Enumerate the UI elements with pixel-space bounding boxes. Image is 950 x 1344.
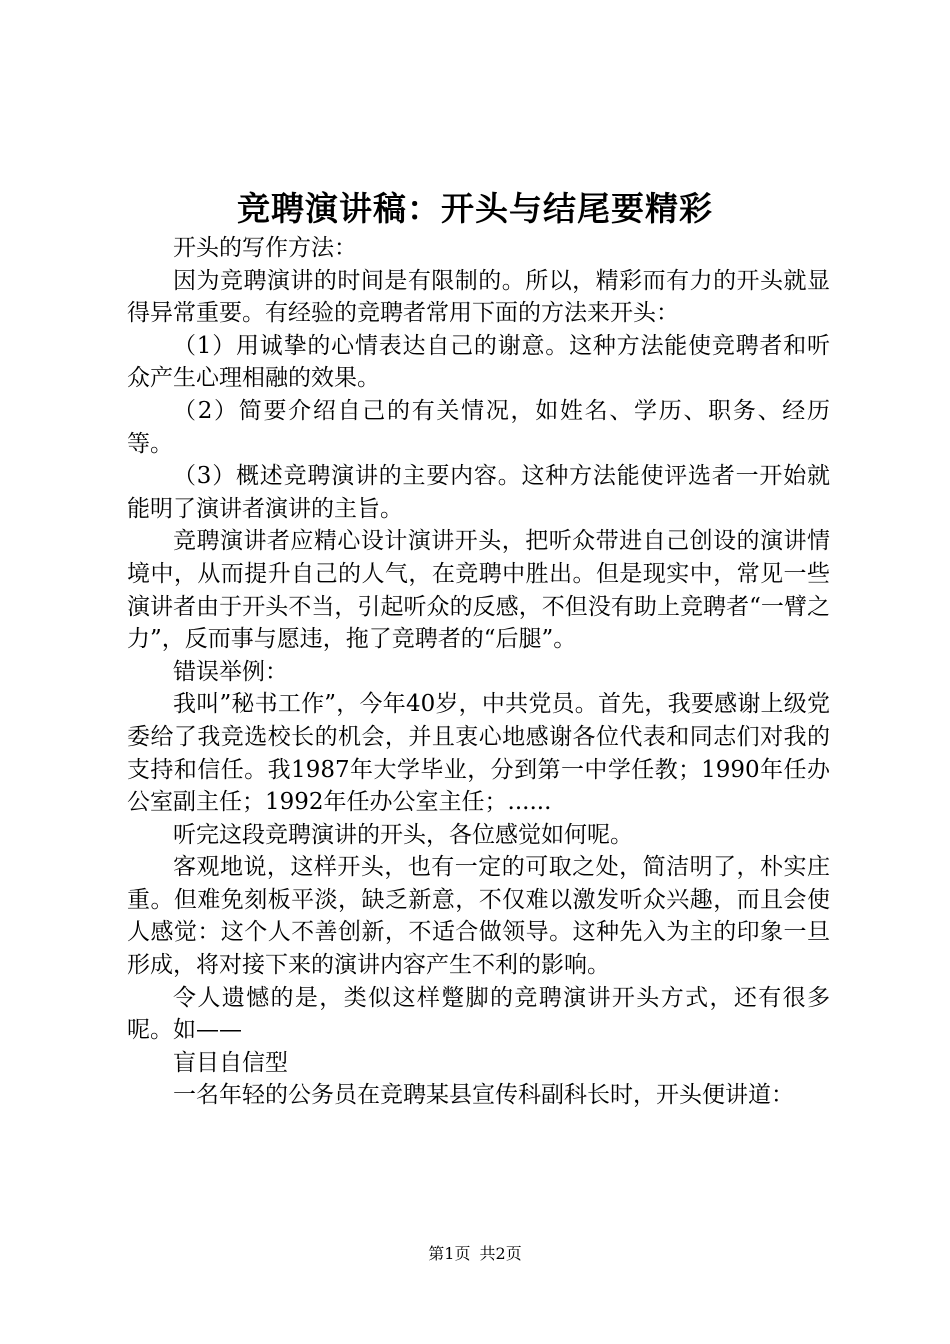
paragraph-intro: 因为竞聘演讲的时间是有限制的。所以，精彩而有力的开头就显得异常重要。有经验的竞聘者常用下面的方法来开头： xyxy=(127,267,830,327)
paragraph-question: 听完这段竞聘演讲的开头，各位感觉如何呢。 xyxy=(173,821,633,848)
paragraph-regret: 令人遗憾的是，类似这样蹩脚的竞聘演讲开头方式，还有很多呢。如—— xyxy=(127,984,830,1044)
document-body xyxy=(127,232,830,1112)
page-footer xyxy=(0,1242,950,1266)
paragraph-method-1: （1）用诚挚的心情表达自己的谢意。这种方法能使竞聘者和听众产生心理相融的效果。 xyxy=(127,332,830,392)
paragraph-example-speech: 我叫”秘书工作”，今年40岁，中共党员。首先，我要感谢上级党委给了我竞选校长的机会，并且衷心地感谢各位代表和同志们对我的支持和信任。我1987年大学毕业，分到第一中学任教；1990年任办公室副主任；1992年任办公室主任；...... xyxy=(127,691,830,816)
paragraph-civil-servant: 一名年轻的公务员在竞聘某县宣传科副科长时，开头便讲道： xyxy=(173,1082,794,1109)
document-title: 竞聘演讲稿：开头与结尾要精彩 xyxy=(237,189,713,228)
page-number: 第1页 xyxy=(428,1244,471,1263)
paragraph-method-3: （3）概述竞聘演讲的主要内容。这种方法能使评选者一开始就能明了演讲者演讲的主旨。 xyxy=(127,463,830,522)
paragraph-design-opening: 竞聘演讲者应精心设计演讲开头，把听众带进自己创设的演讲情境中，从而提升自己的人气，在竞聘中胜出。但是现实中，常见一些演讲者由于开头不当，引起听众的反感，不但没有助上竞聘者“一臂之力”，反而事与愿违，拖了竞聘者的“后腿”。 xyxy=(127,528,830,653)
paragraph-blind-confidence-heading: 盲目自信型 xyxy=(173,1049,288,1076)
paragraph-method-2: （2）简要介绍自己的有关情况，如姓名、学历、职务、经历等。 xyxy=(127,397,830,457)
paragraph-analysis: 客观地说，这样开头，也有一定的可取之处，简洁明了，朴实庄重。但难免刻板平淡，缺乏新意，不仅难以激发听众兴趣，而且会使人感觉：这个人不善创新，不适合做领导。这种先入为主的印象一旦形成，将对接下来的演讲内容产生不利的影响。 xyxy=(127,854,830,979)
paragraph-error-example-heading: 错误举例： xyxy=(173,658,288,685)
paragraph-writing-method-heading: 开头的写作方法： xyxy=(173,235,357,261)
page-total: 共2页 xyxy=(479,1244,522,1263)
